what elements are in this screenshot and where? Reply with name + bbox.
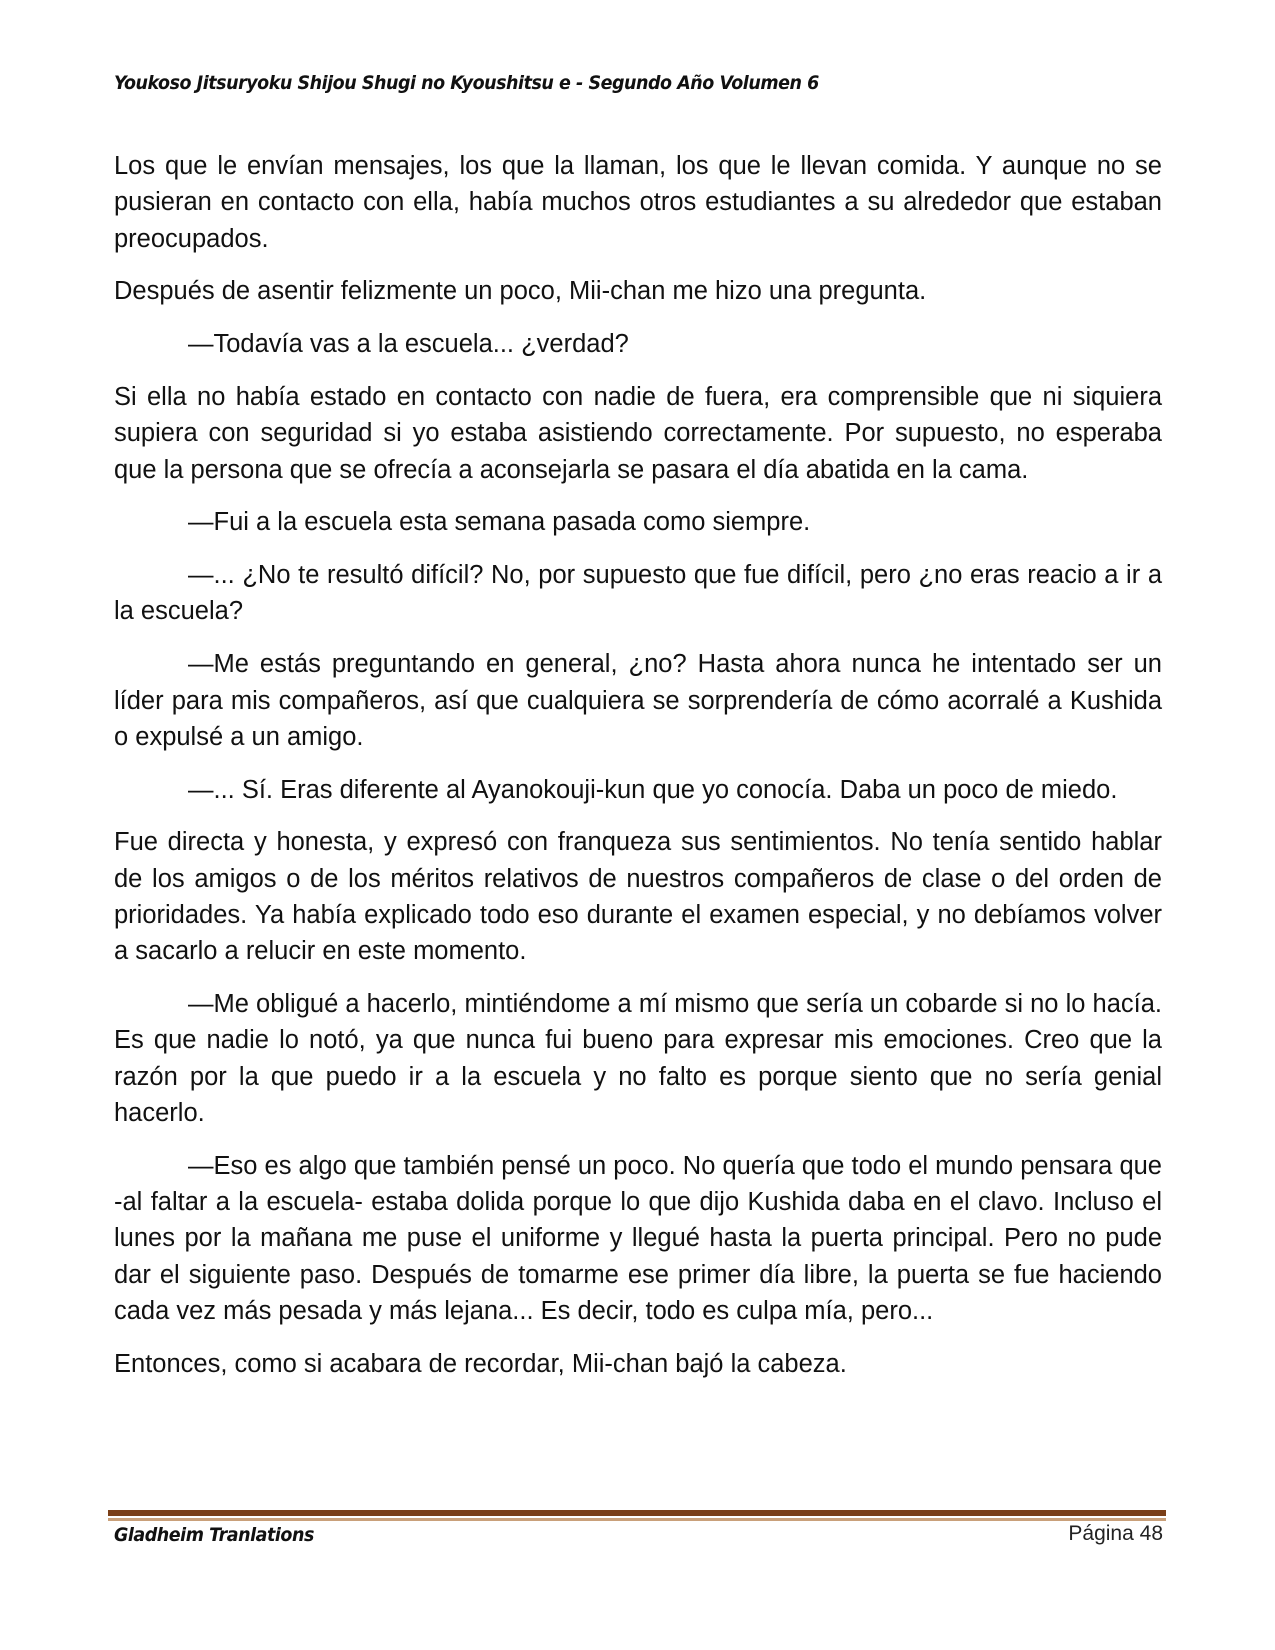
dialogue-paragraph: —Me obligué a hacerlo, mintiéndome a mí mismo que sería un cobarde si no lo hacía. Es que nadie lo notó, ya que nunca fui bueno para expresar mis emociones. Creo que la razón por la que puedo ir a la escuela y no falto es porque siento que no sería genial hacerlo. [114,990,1162,1128]
dialogue-paragraph: —Me estás preguntando en general, ¿no? Hasta ahora nunca he intentado ser un líder para mis compañeros, así que cualquiera se sorprendería de cómo acorralé a Kushida o expulsé a un amigo. [114,650,1162,751]
dialogue-paragraph: —... Sí. Eras diferente al Ayanokouji-kun que yo conocía. Daba un poco de miedo. [188,775,1118,804]
page-label: Página [1068,1522,1134,1545]
page-number-value: 48 [1139,1522,1163,1545]
footer-credit: Gladheim Tranlations [114,1524,314,1546]
running-header: Youkoso Jitsuryoku Shijou Shugi no Kyoushitsu e - Segundo Año Volumen 6 [114,72,819,94]
paragraph: Entonces, como si acabara de recordar, Mii-chan bajó la cabeza. [114,1349,847,1378]
page-number [1068,1522,1163,1546]
paragraph: Después de asentir felizmente un poco, Mii-chan me hizo una pregunta. [114,277,927,306]
paragraph: Si ella no había estado en contacto con nadie de fuera, era comprensible que ni siquiera supiera con seguridad si yo estaba asistiendo correctamente. Por supuesto, no esperaba que la persona que se ofrecía a aconsejarla se pasara el día abatida en la cama. [114,382,1162,484]
page-body [114,148,1162,1399]
paragraph: Fue directa y honesta, y expresó con franqueza sus sentimientos. No tenía sentido hablar de los amigos o de los méritos relativos de nuestros compañeros de clase o del orden de prioridades. Ya había explicado todo eso durante el examen especial, y no debíamos volver a sacarlo a relucir en este momento. [114,828,1162,966]
dialogue-paragraph: —Eso es algo que también pensé un poco. No quería que todo el mundo pensara que -al faltar a la escuela- estaba dolida porque lo que dijo Kushida daba en el clavo. Incluso el lunes por la mañana me puse el uniforme y llegué hasta la puerta principal. Pero no pude dar el siguiente paso. Después de tomarme ese primer día libre, la puerta se fue haciendo cada vez más pesada y más lejana... Es decir, todo es culpa mía, pero... [114,1151,1162,1326]
footer-rule [108,1510,1166,1518]
paragraph: Los que le envían mensajes, los que la llaman, los que le llevan comida. Y aunque no se pusieran en contacto con ella, había muchos otros estudiantes a su alrededor que estaban preocupados. [114,152,1162,253]
dialogue-paragraph: —Todavía vas a la escuela... ¿verdad? [188,330,629,359]
dialogue-paragraph: —... ¿No te resultó difícil? No, por supuesto que fue difícil, pero ¿no eras reacio a ir a la escuela? [114,561,1162,626]
dialogue-paragraph: —Fui a la escuela esta semana pasada como siempre. [188,508,811,537]
